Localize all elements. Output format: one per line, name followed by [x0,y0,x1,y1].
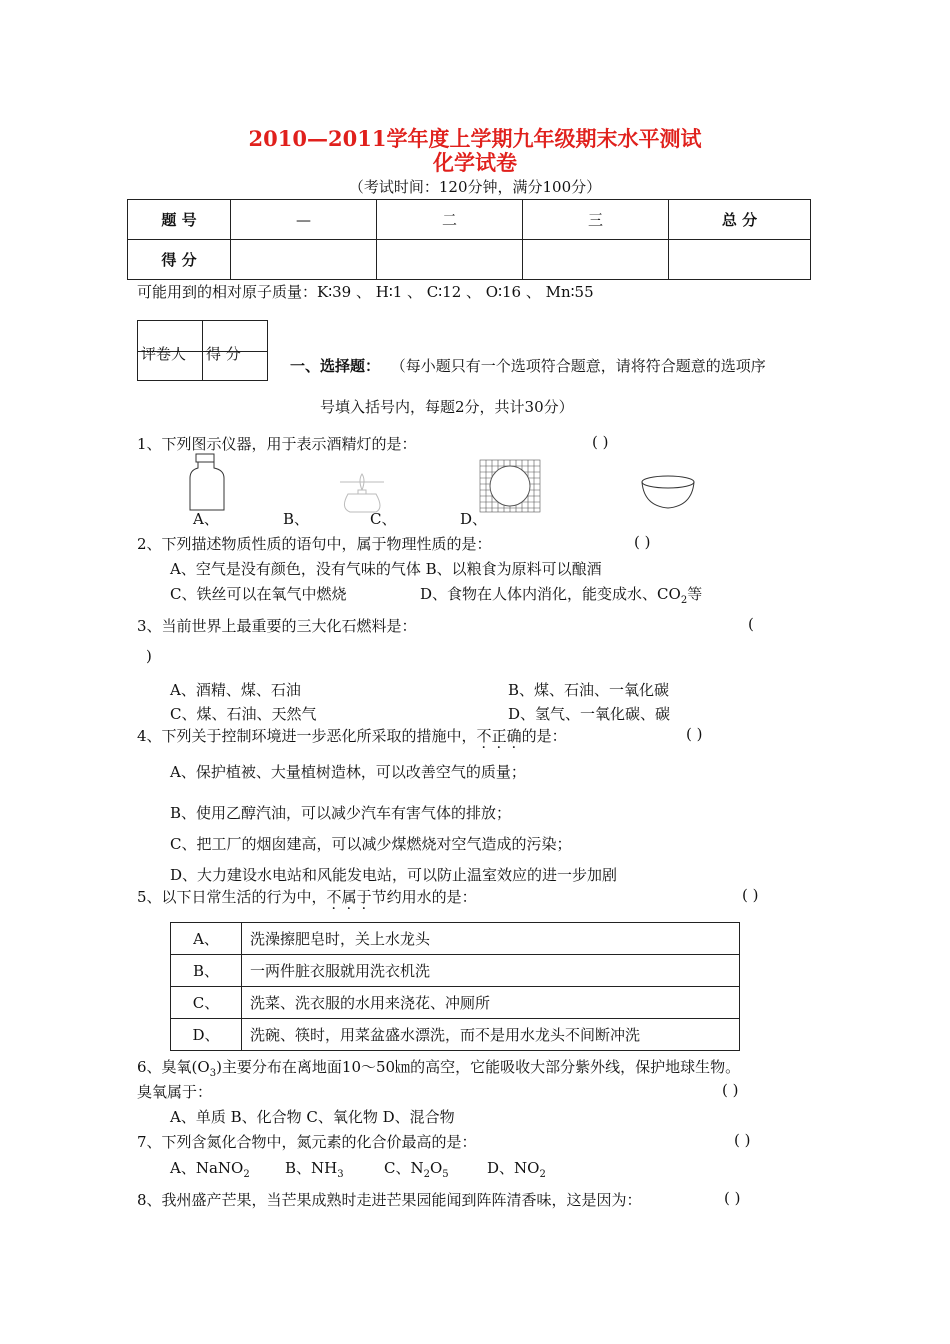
atomic-masses: 可能用到的相对原子质量：K∶39 、 H∶1 、 C∶12 、 O∶16 、 Mn∶55 [137,283,594,301]
q1-option-label: B、 [283,510,310,528]
q4-option-d: D、大力建设水电站和风能发电站，可以防止温室效应的进一步加剧 [170,866,618,884]
answer-bracket[interactable]: ( ) [722,1081,739,1099]
q5-option-row: A、 洗澡擦肥皂时，关上水龙头 [171,923,740,955]
q1-option-label: D、 [460,510,488,528]
q2-option-c: C、铁丝可以在氧气中燃烧 [170,585,347,603]
q5-options-table [170,922,740,1051]
answer-bracket[interactable]: ( ) [592,433,609,451]
score-cell: 总 分 [669,200,811,240]
exam-subtitle: 化学试卷 [433,150,517,175]
exam-info: （考试时间：120分钟，满分100分） [348,178,602,196]
question-2: 2、下列描述物质性质的语句中，属于物理性质的是： [137,535,492,553]
reagent-bottle-image[interactable] [190,454,224,510]
score-cell: 题 号 [128,200,231,240]
q3-option-d: D、氢气、一氧化碳、碳 [508,705,671,723]
exam-title: 2010—2011学年度上学期九年级期末水平测试 [248,126,702,151]
wire-gauze-image[interactable] [480,460,540,512]
question-6: 6、臭氧$(O_3)$主要分布在离地面10～50㎞的高空，它能吸收大部分紫外线，保护地球生物。 [137,1058,741,1079]
score-blank[interactable] [523,240,669,280]
grader-label: 评卷人 [141,345,187,363]
score-cell: 二 [377,200,523,240]
q2-option-d: D、食物在人体内消化，能变成水、$CO_2$等 [420,585,703,606]
q5-option-row: C、 洗菜、洗衣服的水用来浇花、冲厕所 [171,987,740,1019]
q3-option-c: C、煤、石油、天然气 [170,705,317,723]
score-cell: — [231,200,377,240]
q7-option-d: D、$NO_2$ [487,1159,546,1180]
q1-apparatus-images [170,452,730,522]
q3-option-b: B、煤、石油、一氧化碳 [508,681,670,699]
section1-instruction: （每小题只有一个选项符合题意，请将符合题意的选项序 [390,357,766,375]
score-cell: 三 [523,200,669,240]
score-table-header-row [128,200,811,240]
grader-box [137,320,268,381]
q7-option-c: C、$N_2O_5$ [384,1159,449,1180]
q2-option-ab: A、空气是没有颜色，没有气味的气体 B、以粮食为原料可以酿酒 [170,560,602,578]
q5-option-row: D、 洗碗、筷时，用菜盆盛水漂洗，而不是用水龙头不间断冲洗 [171,1019,740,1051]
question-7: 7、下列含氮化合物中，氮元素的化合价最高的是： [137,1133,477,1151]
section1-instruction-2: 号填入括号内，每题2分，共计30分） [320,398,574,416]
question-4: 4、下列关于控制环境进一步恶化所采取的措施中，不正确的是： [137,727,567,745]
q7-option-a: A、NaNO$_2$ [170,1159,250,1180]
q6-options: A、单质 B、化合物 C、氧化物 D、混合物 [170,1108,455,1126]
question-8: 8、我州盛产芒果，当芒果成熟时走进芒果园能闻到阵阵清香味，这是因为： [137,1191,642,1209]
question-6-line2: 臭氧属于： [137,1083,213,1101]
score-blank[interactable] [669,240,811,280]
evaporating-dish-image[interactable] [642,476,694,508]
q4-option-b: B、使用乙醇汽油，可以减少汽车有害气体的排放； [170,804,512,822]
q4-option-c: C、把工厂的烟囱建高，可以减少煤燃烧对空气造成的污染； [170,835,572,853]
score-table [127,199,811,280]
grader-score-label: 得 分 [206,345,241,363]
score-cell: 得 分 [128,240,231,280]
score-blank[interactable] [231,240,377,280]
answer-bracket-close[interactable]: ) [146,647,152,665]
alcohol-lamp-image[interactable] [340,474,384,512]
answer-bracket-open[interactable]: ( [748,615,754,633]
question-1: 1、下列图示仪器，用于表示酒精灯的是： [137,435,417,453]
section1-heading: 一、选择题： [290,357,381,375]
q4-option-a: A、保护植被、大量植树造林，可以改善空气的质量； [170,763,526,781]
question-3: 3、当前世界上最重要的三大化石燃料是： [137,617,417,635]
answer-bracket[interactable]: ( ) [724,1189,741,1207]
q1-option-label: C、 [370,510,397,528]
q3-option-a: A、酒精、煤、石油 [170,681,301,699]
section1-header [290,355,766,376]
question-5: 5、以下日常生活的行为中，不属于节约用水的是： [137,888,477,906]
q1-option-label: A、 [193,510,219,528]
q7-option-b: B、$NH_3$ [285,1159,344,1180]
score-table-score-row [128,240,811,280]
score-blank[interactable] [377,240,523,280]
q5-option-row: B、 一两件脏衣服就用洗衣机洗 [171,955,740,987]
answer-bracket[interactable]: ( ) [734,1131,751,1149]
answer-bracket[interactable]: ( ) [742,886,759,904]
answer-bracket[interactable]: ( ) [686,725,703,743]
answer-bracket[interactable]: ( ) [634,533,651,551]
